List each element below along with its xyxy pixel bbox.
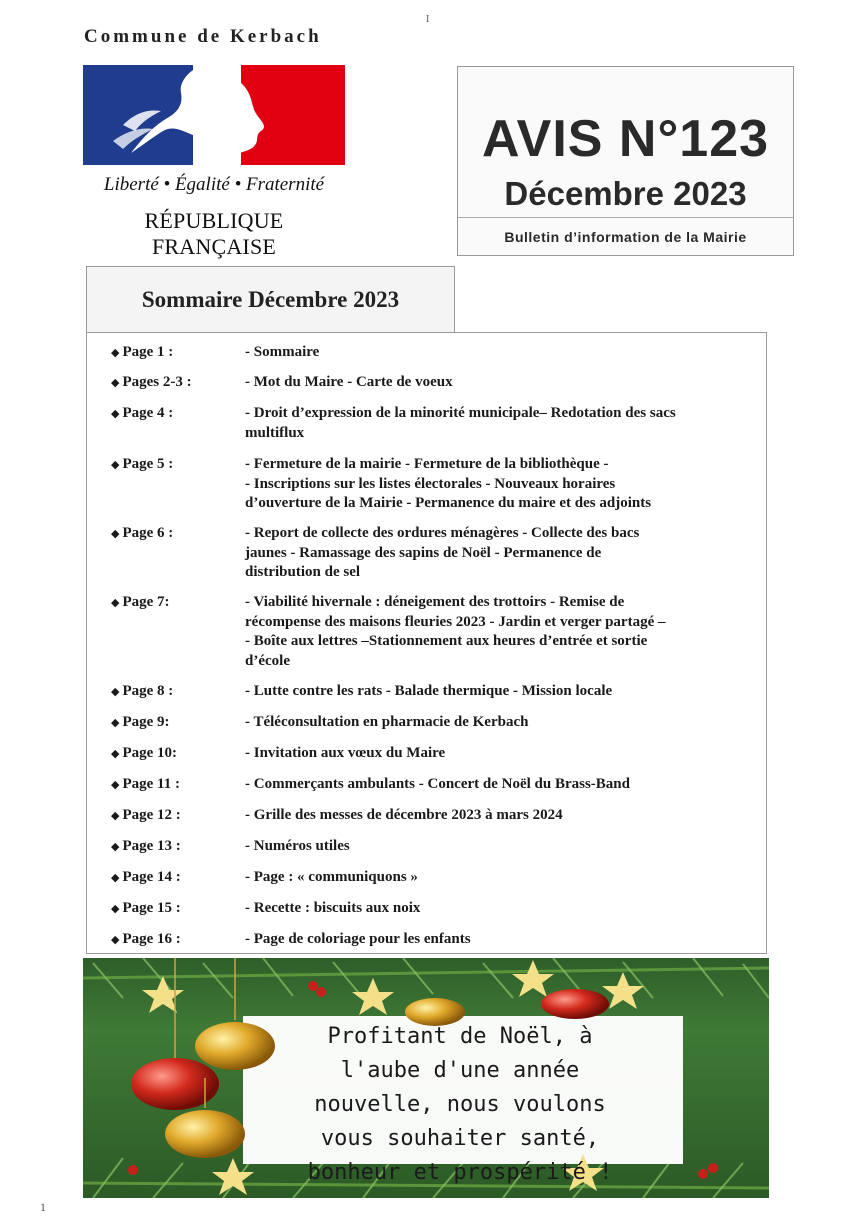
toc-page-number: [111, 930, 241, 951]
scan-mark-top: I: [426, 14, 430, 25]
toc-description: - Commerçants ambulants - Concert de Noël du Brass-Band: [245, 776, 630, 792]
toc-description: - Lutte contre les rats - Balade thermique - Mission locale: [245, 683, 613, 699]
toc-description: - Mot du Maire - Carte de voeux: [245, 374, 453, 390]
toc-page-number: [111, 899, 241, 920]
diamond-bullet-icon: ◆: [111, 841, 120, 853]
toc-page-number: [111, 373, 241, 394]
diamond-bullet-icon: ◆: [111, 686, 120, 698]
toc-page-number: [111, 713, 241, 734]
diamond-bullet-icon: ◆: [111, 377, 120, 389]
toc-page-number: [111, 868, 241, 889]
toc-description: - Fermeture de la mairie - Fermeture de la bibliothèque - - Inscriptions sur les listes électorales - Nouveaux horaires d’ouverture de la Mairie - Permanence du maire et des adjoints: [245, 456, 652, 511]
avis-divider: [458, 217, 793, 218]
toc-page-number: [111, 806, 241, 827]
toc-description: - Page : « communiquons »: [245, 869, 418, 885]
sommaire-title: Sommaire Décembre 2023: [141, 287, 400, 312]
toc-page-number: [111, 837, 241, 858]
republic-name: RÉPUBLIQUE FRANÇAISE: [144, 208, 284, 259]
toc-page-label: Page 13 :: [122, 838, 181, 854]
toc-page-label: Page 5 :: [122, 456, 174, 472]
republic-motto: Liberté • Égalité • Fraternité: [103, 174, 325, 195]
table-of-contents: [86, 332, 767, 954]
toc-description: - Numéros utiles: [245, 838, 350, 854]
toc-description: - Recette : biscuits aux noix: [245, 900, 421, 916]
diamond-bullet-icon: ◆: [111, 347, 120, 359]
toc-page-number: [111, 593, 241, 614]
diamond-bullet-icon: ◆: [111, 903, 120, 915]
toc-page-label: Page 8 :: [122, 683, 174, 699]
toc-description: - Report de collecte des ordures ménagères - Collecte des bacs jaunes - Ramassage des sapins de Noël - Permanence de distribution de sel: [245, 525, 640, 580]
diamond-bullet-icon: ◆: [111, 408, 120, 420]
toc-page-label: Page 10:: [122, 745, 178, 761]
toc-description: - Viabilité hivernale : déneigement des trottoirs - Remise de récompense des maisons fleuries 2023 - Jardin et verger partagé – - Boîte aux lettres –Stationnement aux heures d’entrée et sortie d’école: [245, 594, 666, 669]
diamond-bullet-icon: ◆: [111, 717, 120, 729]
toc-page-label: Page 7:: [122, 594, 170, 610]
toc-page-label: Page 6 :: [122, 525, 174, 541]
commune-name: Commune de Kerbach: [84, 26, 322, 47]
diamond-bullet-icon: ◆: [111, 459, 120, 471]
diamond-bullet-icon: ◆: [111, 528, 120, 540]
diamond-bullet-icon: ◆: [111, 597, 120, 609]
toc-page-label: Page 15 :: [122, 900, 181, 916]
toc-page-number: [111, 404, 241, 425]
sommaire-header: [86, 266, 455, 333]
toc-page-label: Page 1 :: [122, 344, 174, 360]
toc-page-label: Page 16 :: [122, 931, 181, 947]
toc-description: - Invitation aux vœux du Maire: [245, 745, 446, 761]
diamond-bullet-icon: ◆: [111, 748, 120, 760]
toc-page-label: Page 4 :: [122, 405, 174, 421]
marianne-logo: [83, 65, 345, 165]
diamond-bullet-icon: ◆: [111, 779, 120, 791]
toc-page-label: Page 9:: [122, 714, 170, 730]
toc-page-label: Page 11 :: [122, 776, 180, 792]
diamond-bullet-icon: ◆: [111, 810, 120, 822]
toc-page-label: Page 14 :: [122, 869, 181, 885]
avis-subtitle: Bulletin d’information de la Mairie: [504, 229, 747, 245]
greeting-message: Profitant de Noël, à l'aube d'une année nouvelle, nous voulons vous souhaiter santé, bonheur et prospérité !: [307, 1024, 613, 1185]
toc-page-label: Page 12 :: [122, 807, 181, 823]
toc-description: - Droit d’expression de la minorité municipale– Redotation des sacs multiflux: [245, 405, 676, 441]
toc-page-number: [111, 343, 241, 364]
toc-page-number: [111, 744, 241, 765]
toc-page-number: [111, 682, 241, 703]
toc-page-label: Pages 2-3 :: [122, 374, 192, 390]
toc-description: - Page de coloriage pour les enfants: [245, 931, 471, 947]
toc-description: - Sommaire: [245, 344, 320, 360]
toc-description: - Téléconsultation en pharmacie de Kerbach: [245, 714, 529, 730]
avis-title: AVIS N°123: [481, 110, 770, 168]
avis-box: [457, 66, 794, 256]
toc-page-number: [111, 455, 241, 476]
scan-mark-bottom: 1: [40, 1200, 46, 1214]
diamond-bullet-icon: ◆: [111, 872, 120, 884]
diamond-bullet-icon: ◆: [111, 934, 120, 946]
toc-description: - Grille des messes de décembre 2023 à mars 2024: [245, 807, 563, 823]
toc-page-number: [111, 775, 241, 796]
avis-date: Décembre 2023: [504, 175, 747, 212]
toc-page-number: [111, 524, 241, 545]
